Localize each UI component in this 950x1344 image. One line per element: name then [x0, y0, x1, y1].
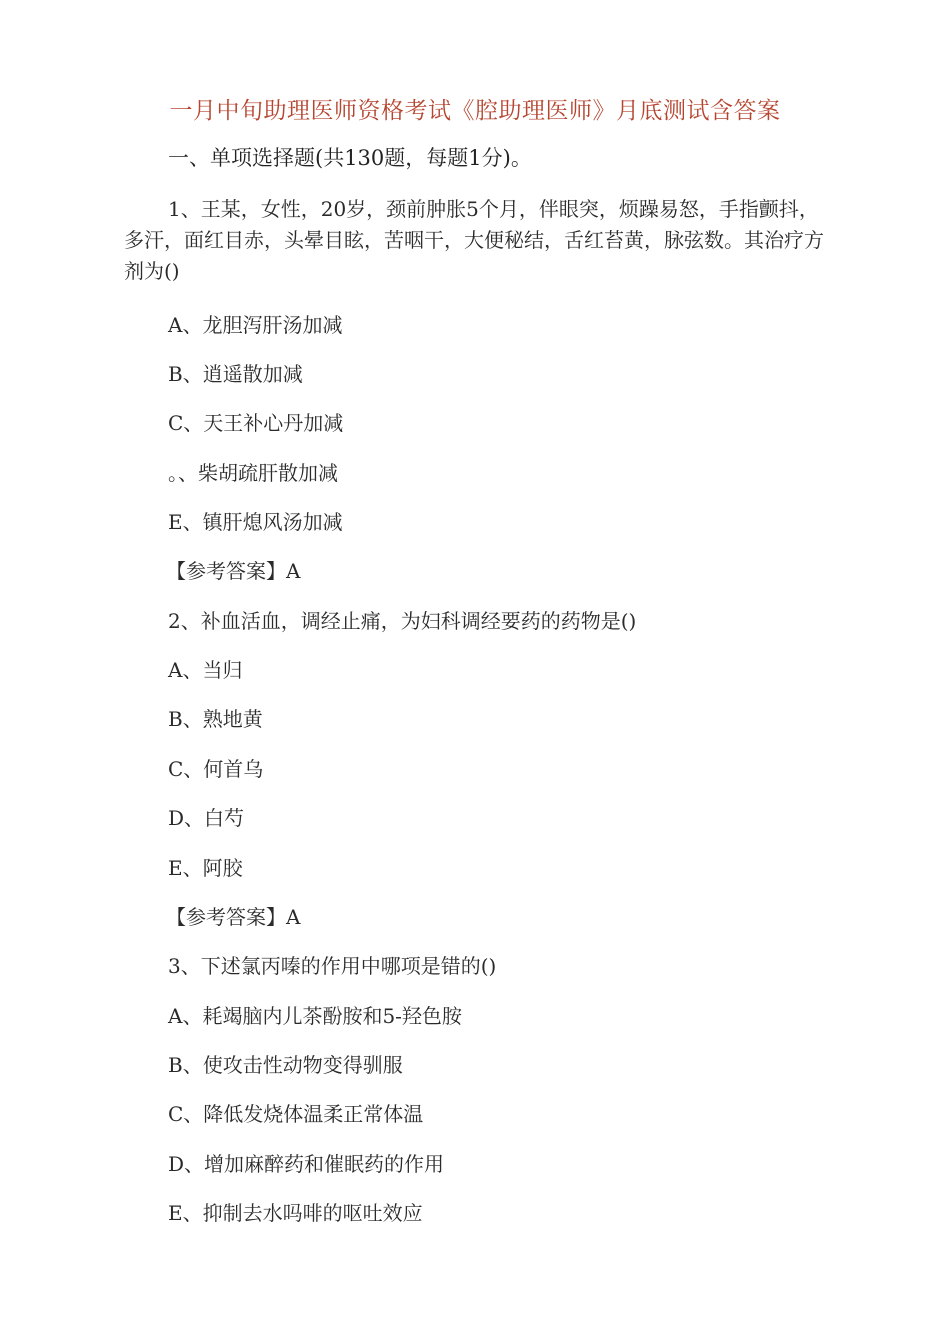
- question-1-option-b: B、逍遥散加减: [168, 362, 303, 386]
- question-1-stem: [124, 194, 828, 287]
- question-1-answer: 【参考答案】A: [166, 559, 301, 583]
- question-3-option-d: D、增加麻醉药和催眠药的作用: [168, 1152, 445, 1176]
- question-3-option-b: B、使攻击性动物变得驯服: [168, 1053, 403, 1077]
- question-2-option-a: A、当归: [168, 658, 243, 682]
- question-3-option-e: E、抑制去水吗啡的呕吐效应: [168, 1201, 423, 1225]
- question-2-answer: 【参考答案】A: [166, 905, 301, 929]
- question-1-option-c: C、天王补心丹加减: [168, 411, 344, 435]
- section-heading: 一、单项选择题(共130题，每题1分)。: [168, 146, 532, 170]
- question-2-option-c: C、何首乌: [168, 757, 264, 781]
- question-2-option-b: B、熟地黄: [168, 707, 263, 731]
- question-3-option-a: A、耗竭脑内儿茶酚胺和5-羟色胺: [168, 1004, 462, 1028]
- question-2-stem: 2、补血活血，调经止痛，为妇科调经要药的药物是(): [168, 609, 637, 633]
- question-3-stem: 3、下述氯丙嗪的作用中哪项是错的(): [168, 954, 497, 978]
- question-1-option-d: 。、柴胡疏肝散加减: [168, 461, 338, 485]
- question-3-option-c: C、降低发烧体温柔正常体温: [168, 1102, 424, 1126]
- question-2-option-d: D、白芍: [168, 806, 245, 830]
- question-1-option-e: E、镇肝熄风汤加减: [168, 510, 343, 534]
- question-1-option-a: A、龙胆泻肝汤加减: [168, 313, 343, 337]
- question-2-option-e: E、阿胶: [168, 856, 243, 880]
- question-stem-text: 1、王某，女性，20岁，颈前肿胀5个月，伴眼突，烦躁易怒，手指颤抖，多汗，面红目赤，头晕目眩，苦咽干，大便秘结，舌红苔黄，脉弦数。其治疗方剂为(): [124, 197, 824, 283]
- document-title: 一月中旬助理医师资格考试《腔助理医师》月底测试含答案: [169, 98, 781, 124]
